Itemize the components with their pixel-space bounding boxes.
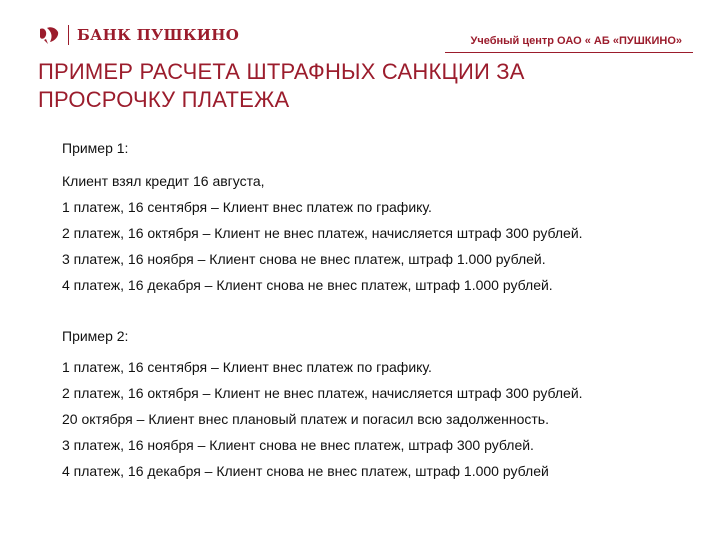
logo-divider — [68, 25, 69, 45]
list-item: 3 платеж, 16 ноября – Клиент снова не внес платеж, штраф 300 рублей. — [62, 437, 534, 453]
examples-content — [62, 136, 702, 484]
example-heading: Пример 2: — [62, 328, 129, 344]
spacer — [62, 298, 702, 324]
list-item: 1 платеж, 16 сентября – Клиент внес платеж по графику. — [62, 359, 432, 375]
bank-emblem-icon — [38, 25, 60, 45]
list-item: 4 платеж, 16 декабря – Клиент снова не внес платеж, штраф 1.000 рублей — [62, 463, 549, 479]
list-item: 2 платеж, 16 октября – Клиент не внес платеж, начисляется штраф 300 рублей. — [62, 385, 583, 401]
page-title — [38, 58, 678, 114]
bank-logo — [38, 22, 239, 48]
training-center-label: Учебный центр ОАО « АБ «ПУШКИНО» — [470, 35, 682, 47]
example-1 — [62, 136, 702, 298]
header-divider — [445, 52, 693, 53]
list-item: 4 платеж, 16 декабря – Клиент снова не внес платеж, штраф 1.000 рублей. — [62, 277, 553, 293]
title-line-1: ПРИМЕР РАСЧЕТА ШТРАФНЫХ САНКЦИИ ЗА — [38, 59, 525, 84]
title-line-2: ПРОСРОЧКУ ПЛАТЕЖА — [38, 87, 290, 112]
list-item: 20 октября – Клиент внес плановый платеж и погасил всю задолженность. — [62, 411, 549, 427]
example-heading: Пример 1: — [62, 140, 129, 156]
list-item: 3 платеж, 16 ноября – Клиент снова не внес платеж, штраф 1.000 рублей. — [62, 251, 546, 267]
logo-text: БАНК ПУШКИНО — [77, 26, 240, 44]
spacer — [62, 160, 702, 168]
list-item: 1 платеж, 16 сентября – Клиент внес платеж по графику. — [62, 199, 432, 215]
list-item: 2 платеж, 16 октября – Клиент не внес платеж, начисляется штраф 300 рублей. — [62, 225, 583, 241]
example-2 — [62, 324, 702, 484]
list-item: Клиент взял кредит 16 августа, — [62, 173, 265, 189]
slide-header — [0, 0, 720, 58]
